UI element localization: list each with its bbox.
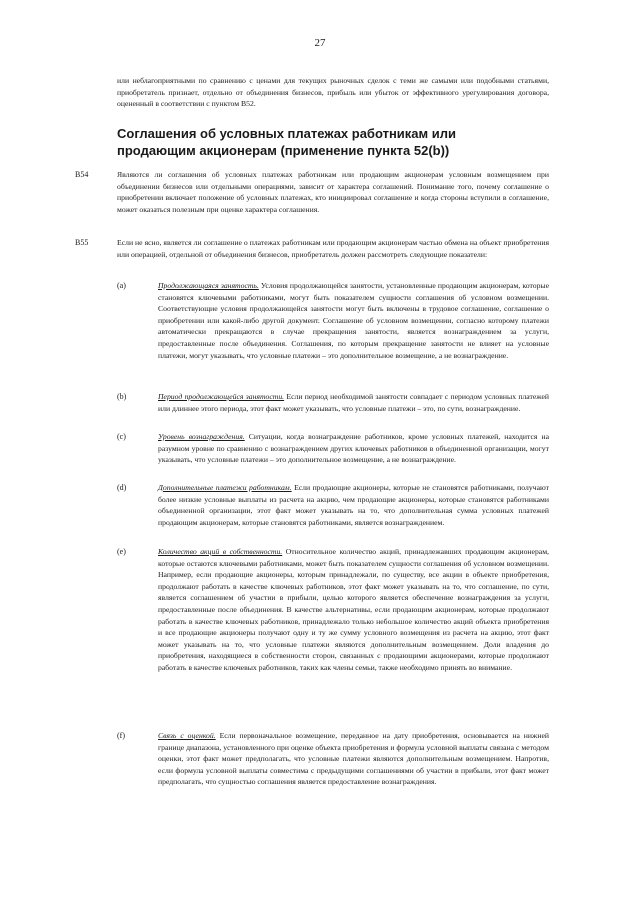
item-title-e: Количество акций в собственности.	[158, 547, 283, 556]
item-letter-b: (b)	[117, 392, 127, 401]
item-body-b: Если период необходимой занятости совпадает с периодом условных платежей или длиннее этого периода, этот факт может указывать, что условные платежи – это, по сути, вознаграждение.	[158, 392, 549, 413]
paragraph-id-b55: B55	[75, 238, 89, 247]
page-number: 27	[314, 37, 326, 49]
list-item-e	[158, 546, 549, 674]
item-letter-e: (e)	[117, 547, 126, 556]
paragraph-b54-text: Являются ли соглашения об условных платежах работникам или продающим акционерам условным возмещением при объединении бизнесов или отдельными операциями, зависит от характера соглашений. Понимание того, почему соглашение о приобретении включает положение об условных платежах, кто инициировал соглашение и когда стороны вступили в соглашение, может оказаться полезным при оценке характера соглашения.	[117, 170, 549, 214]
section-heading: Соглашения об условных платежах работникам или продающим акционерам (применение пункта 52(b))	[117, 126, 456, 158]
item-title-f: Связь с оценкой.	[158, 731, 216, 740]
paragraph-id-b54: B54	[75, 170, 89, 179]
item-body-d: Если продающие акционеры, которые не становятся работниками, получают более низкие условные выплаты из расчета на акцию, чем продающие акционеры, которые становятся работниками объединенной организации, этот факт может указывать на то, что дополнительная сумма условных платежей продающим акционерам, которые становятся работниками, является вознаграждением.	[158, 483, 550, 527]
list-item-d	[158, 482, 549, 528]
intro-paragraph: или неблагоприятными по сравнению с ценами для текущих рыночных сделок с теми же самыми или подобными статьями, приобретатель признает, отдельно от объединения бизнесов, прибыль или убыток от эффективного урегулирования договора, оцененный в соответствии с пунктом B52.	[117, 76, 549, 109]
item-body-a: Условия продолжающейся занятости, установленные продающим акционерам, которые становятся ключевыми работниками, могут быть показателем сущности соглашения об условном возмещении. Соответствующие условия продолжающейся занятости могут быть включены в трудовое соглашение, соглашение о приобретении или какой-либо другой документ. Соглашение об условном возмещении, согласно которому платежи автоматически прекращаются в случае прекращения занятости, является вознаграждением за услуги, предоставленные после объединения. Соглашения, по которым прекращение занятости не влияет на условные платежи, могут указывать, что условные платежи – это дополнительное возмещение, а не вознаграждение.	[158, 281, 549, 360]
item-body-c: Ситуации, когда вознаграждение работников, кроме условных платежей, находится на разумном уровне по сравнению с вознаграждением других ключевых работников в объединенной организации, могут указывать, что условные платежи – это дополнительное возмещение, а не вознаграждение.	[158, 432, 549, 465]
item-body-e: Относительное количество акций, принадлежавших продающим акционерам, которые остаются ключевыми работниками, может быть показателем сущности соглашения об условном возмещении. Например, если продающие акционеры, которым принадлежали, по существу, все акции в объекте приобретения, продолжают работать в качестве ключевых работников, этот факт может указывать на то, что соглашение, по сути, является соглашением об участии в прибыли, целью которого является обеспечение вознаграждения за услуги, предоставленные после объединения. В качестве альтернативы, если продающим акционерам, которые продолжают работать в качестве ключевых работников, принадлежало только небольшое количество акций объекта приобретения и все продающие акционеры получают одну и ту же сумму условного возмещения из расчета на акцию, этот факт может указывать на то, что условные платежи являются дополнительным возмещением. Доли владения до приобретения, находящиеся в собственности сторон, связанных с продающими акционерами, которые продолжают работать в качестве ключевых работников, таких как члены семьи, также необходимо принять во внимание.	[158, 547, 549, 672]
item-title-b: Период продолжающейся занятости.	[158, 392, 285, 401]
item-title-c: Уровень вознаграждения.	[158, 432, 245, 441]
item-letter-d: (d)	[117, 483, 127, 492]
item-title-a: Продолжающаяся занятость.	[158, 281, 259, 290]
item-letter-a: (a)	[117, 281, 126, 290]
list-item-b	[158, 391, 549, 414]
list-item-f	[158, 730, 549, 788]
item-letter-f: (f)	[117, 731, 125, 740]
item-letter-c: (c)	[117, 432, 126, 441]
list-item-a	[158, 280, 549, 361]
list-item-c	[158, 431, 549, 466]
item-title-d: Дополнительные платежи работникам.	[158, 483, 292, 492]
paragraph-b55-text: Если не ясно, является ли соглашение о платежах работникам или продающим акционерам частью обмена на объект приобретения или операцией, отдельной от объединения бизнесов, приобретатель должен рассмотреть следующие показатели:	[117, 238, 549, 259]
item-body-f: Если первоначальное возмещение, переданное на дату приобретения, основывается на нижней границе диапазона, установленного при оценке объекта приобретения и формула условной выплаты связана с методом оценки, этот факт может предполагать, что условные платежи являются дополнительным возмещением. Напротив, если формула условной выплаты совместима с предыдущими соглашениями об участии в прибыли, этот факт может предполагать, что сущностью соглашения является предоставление вознаграждения.	[158, 731, 549, 787]
